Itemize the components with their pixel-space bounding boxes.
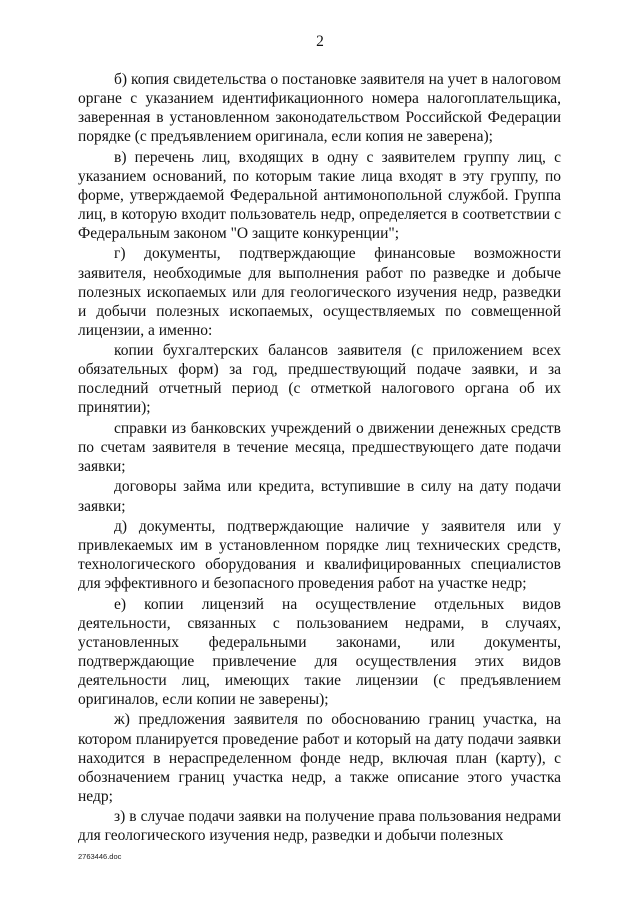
paragraph-d: д) документы, подтверждающие наличие у заявителя или у привлекаемых им в установленном порядке лиц технических средств, технологического оборудования и квалифицированных специалистов для эффективного и безопасного проведения работ на участке недр; xyxy=(78,517,561,593)
paragraph-z: з) в случае подачи заявки на получение права пользования недрами для геологического изучения недр, разведки и добычи полезных xyxy=(78,808,561,845)
paragraph-g-loan-agreements: договоры займа или кредита, вступившие в силу на дату подачи заявки; xyxy=(78,478,561,515)
paragraph-zh: ж) предложения заявителя по обоснованию границ участка, на котором планируется проведение работ и который на дату подачи заявки находится в нераспределенном фонде недр, включая план (карту), с обозначением границ участка недр, а также описание этого участка недр; xyxy=(78,711,561,805)
page-number: 2 xyxy=(316,33,324,50)
paragraph-g-bank-statements: справки из банковских учреждений о движении денежных средств по счетам заявителя в течение месяца, предшествующего дате подачи заявки; xyxy=(78,419,561,476)
paragraph-g: г) документы, подтверждающие финансовые возможности заявителя, необходимые для выполнения работ по разведке и добыче полезных ископаемых или для геологического изучения недр, разведки и добычи полезных ископаемых, осуществляемых по совмещенной лицензии, а именно: xyxy=(78,245,561,339)
paragraph-b: б) копия свидетельства о постановке заявителя на учет в налоговом органе с указанием идентификационного номера налогоплательщика, заверенная в установленном законодательством Российской Федерации порядке (с предъявлением оригинала, если копия не заверена); xyxy=(78,71,561,146)
document-body xyxy=(78,70,561,845)
paragraph-e: е) копии лицензий на осуществление отдельных видов деятельности, связанных с пользованием недрами, в случаях, установленных федеральными законами, или документы, подтверждающие привлечение для осуществления этих видов деятельности лиц, имеющих такие лицензии (с предъявлением оригиналов, если копии не заверены); xyxy=(78,595,561,709)
document-file-id: 2763446.doc xyxy=(78,852,122,861)
paragraph-g-balances: копии бухгалтерских балансов заявителя (с приложением всех обязательных форм) за год, предшествующий подаче заявки, и за последний отчетный период (с отметкой налогового органа об их принятии); xyxy=(78,342,561,417)
paragraph-v: в) перечень лиц, входящих в одну с заявителем группу лиц, с указанием оснований, по которым такие лица входят в эту группу, по форме, утверждаемой Федеральной антимонопольной службой. Группа лиц, в которую входит пользователь недр, определяется в соответствии с Федеральным законом "О защите конкуренции"; xyxy=(78,148,561,243)
